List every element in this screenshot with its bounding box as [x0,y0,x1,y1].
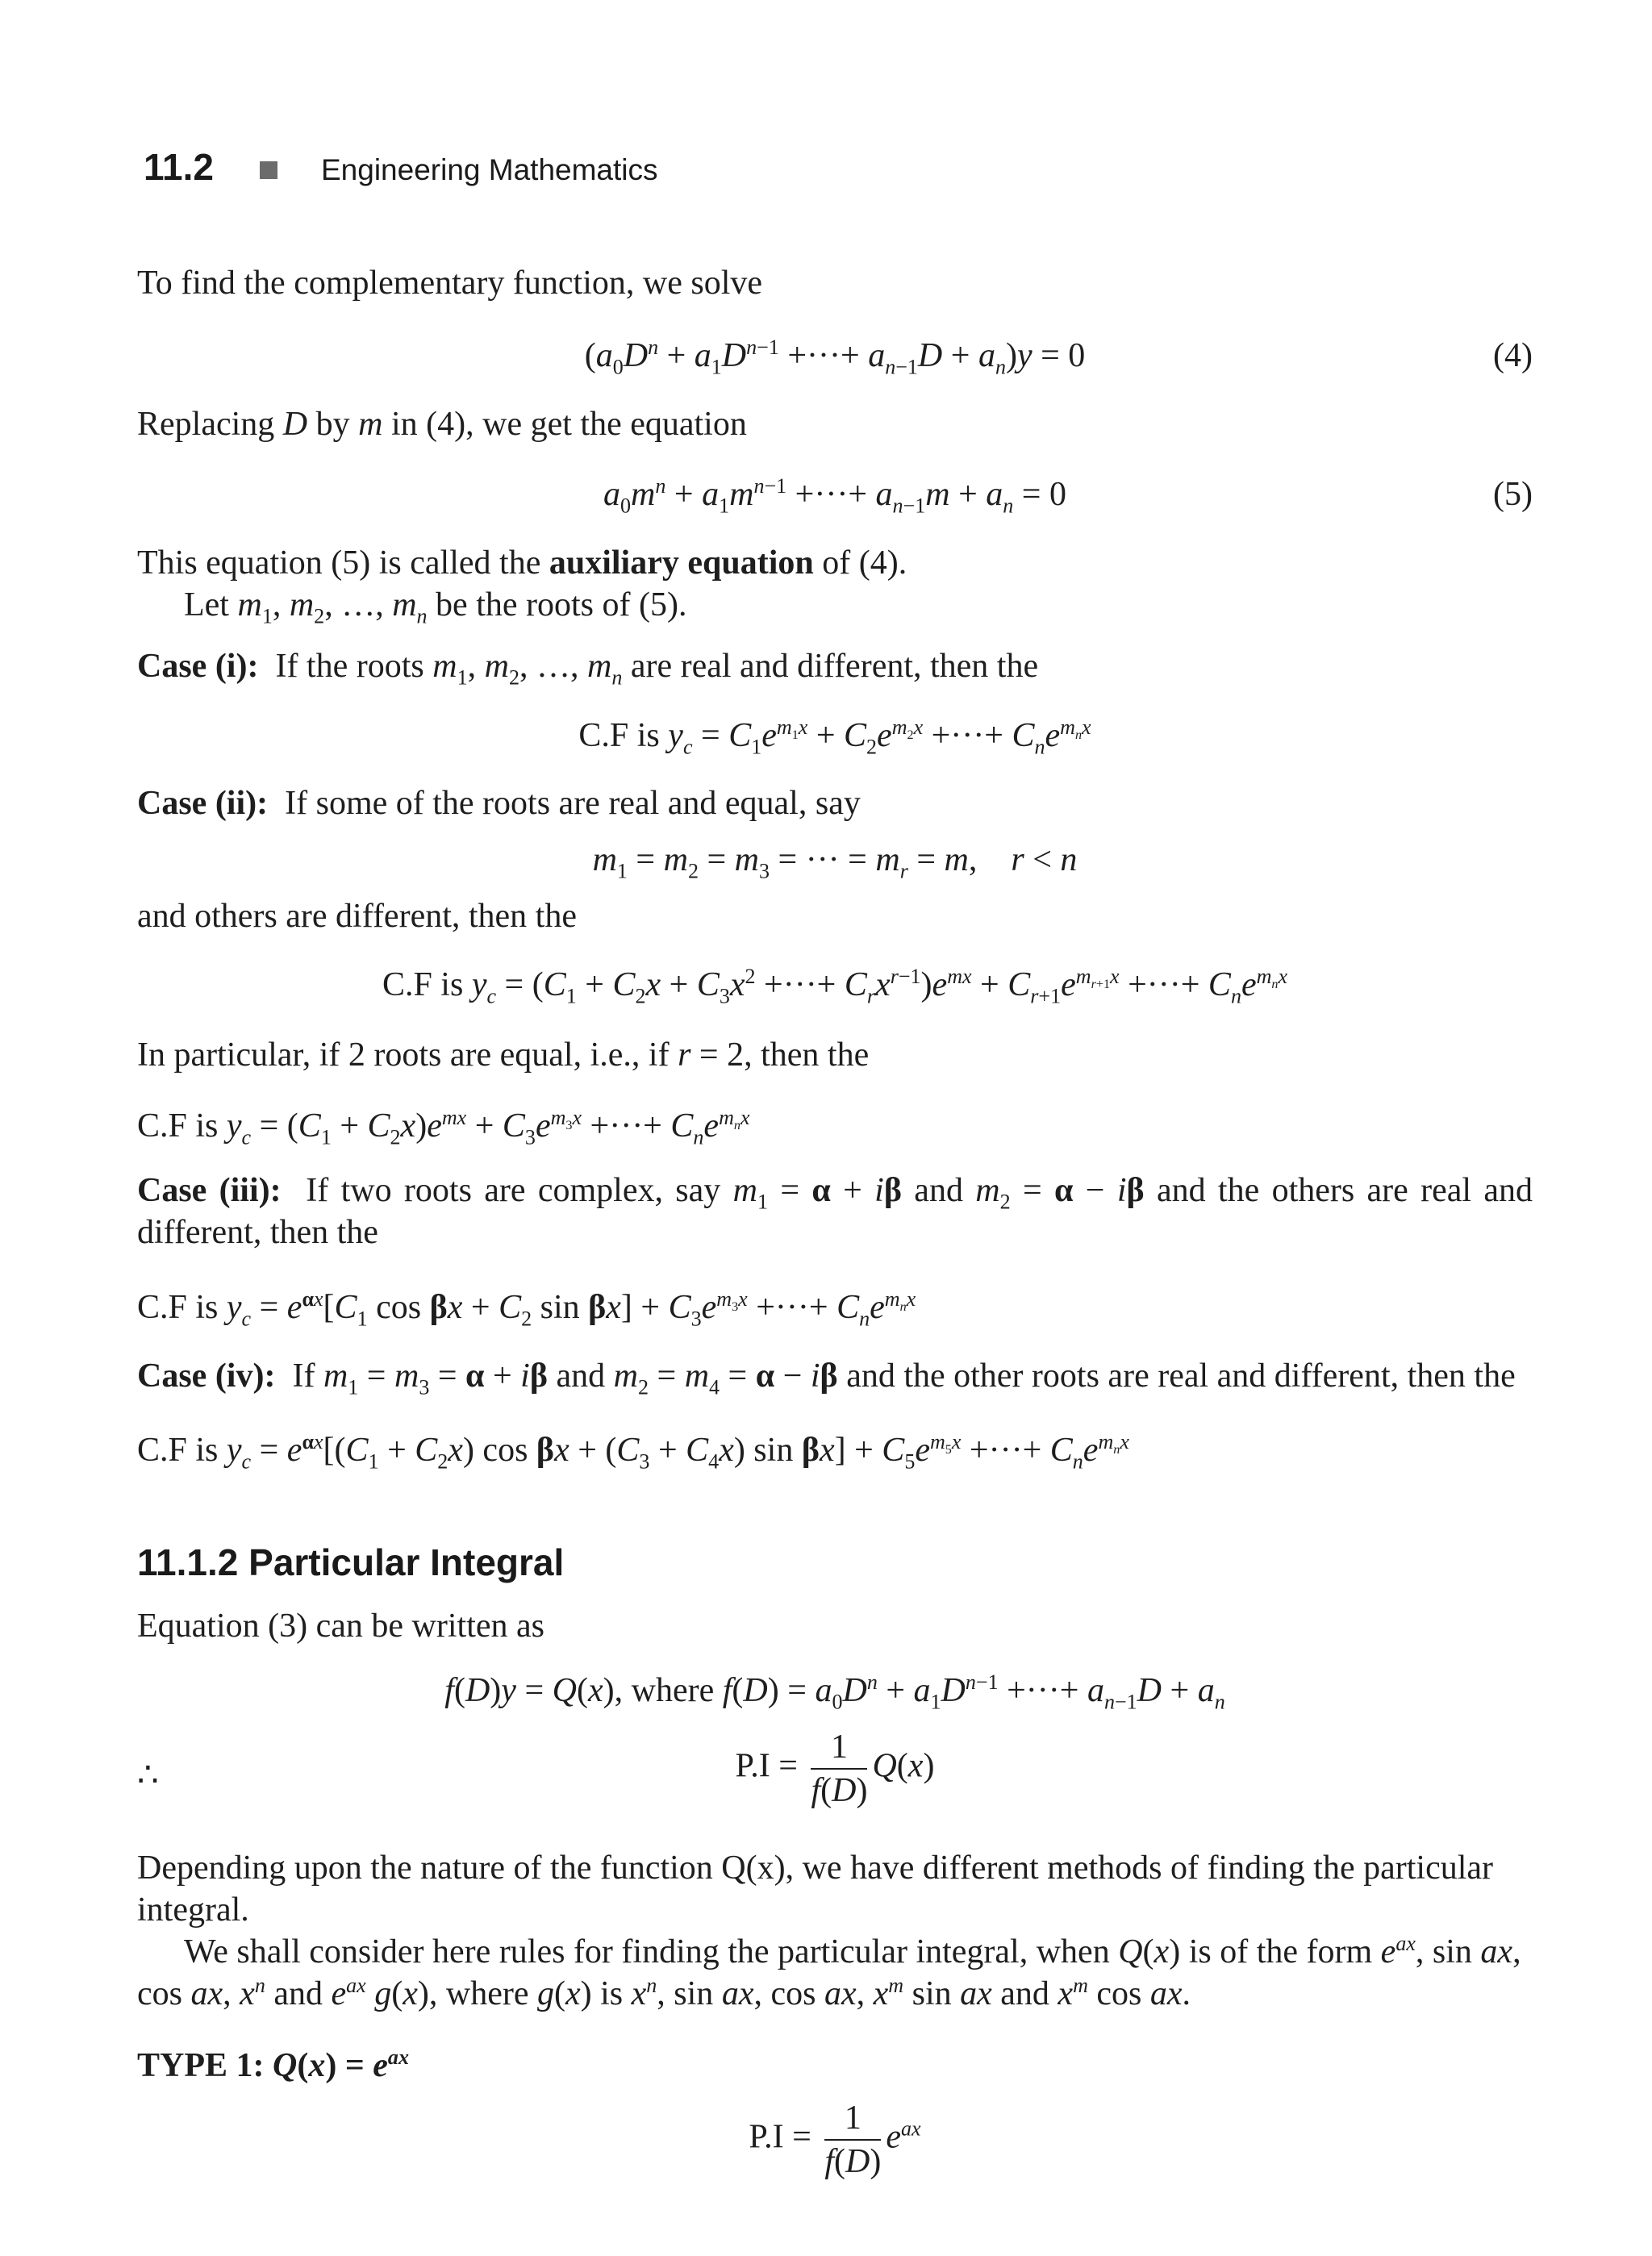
pi-type1-equation: P.I = $\frac{1}{f(D)}$ $e^{ax}$ [137,2097,1533,2183]
type1-label: TYPE 1: [137,2047,265,2084]
intro-text: To find the complementary function, we solve [137,265,763,302]
case4-text: and the other roots are real and different, then the [846,1357,1516,1395]
replace-text: Replacing D by m in (4), we get the equation [137,406,747,443]
case1-text: are real and different, then the [630,648,1039,685]
therefore-symbol: ∴ [137,1757,159,1794]
equal-roots-eq: $m_1 = m_2 = m_3$ = ··· = $m_r = m$, r < n [592,841,1078,883]
cf-case4: C.F is $y_c = e^{\alpha x}[(C_1 + C_2x)$ $\cos \beta x + (C_3 + C_4x)$ $\sin \beta x] + C_5e^{m_5x}$ +···+ $C_ne^{m_nx}$ [137,1430,1129,1474]
roots-text: be the roots of (5). [436,586,687,623]
consider-line1: We shall consider here rules for finding the particular integral, when Q(x) is of the form $e^{ax}$, sin ax, [184,1932,1521,1970]
cf-case2: C.F is $y_c = (C_1 + C_2x + C_3x^2$ +···+ $C_rx^{r-1})e^{mx} + C_{r+1}e^{m_{r+1}x}$ +···+ $C_ne^{m_nx}$ [382,965,1288,1008]
roots-line: Let $m_1$, $m_2$, …, $m_n$ be the roots of (5). [184,586,687,628]
case2-text: If some of the roots are real and equal, say [285,785,861,822]
pi-label: P.I = [735,1747,798,1785]
where-text: where [631,1672,715,1709]
equation-4: ($a_0D^n + a_1D^{n-1}$ +···+ $a_{n-1}D + a_n)y = 0$ [584,336,1086,379]
case2-label: Case (ii): [137,785,269,822]
cf-case1: C.F is $y_c = C_1e^{m_1x} + C_2e^{m_2x}$ +···+ $C_ne^{m_nx}$ [578,715,1091,759]
depending-line2: integral. [137,1891,249,1929]
others-text: and others are different, then the [137,898,577,935]
fd-equation: f(D)y = Q(x), where $f(D) = a_0D^n + a_1D^{n-1}$ +···+ $a_{n-1}D + a_n$ [444,1670,1225,1714]
equation-number-5: (5) [1493,476,1533,513]
cf-case3: C.F is $y_c = e^{\alpha x}[C_1$ $\cos \beta x + C_2$ $\sin \beta x] + C_3e^{m_3x}$ +···+ $C_ne^{m_nx}$ [137,1287,916,1331]
written-as-text: Equation (3) can be written as [137,1608,544,1645]
case3-line1: Case (iii): If two roots are complex, say $m_1 = \alpha + i\beta$ and $m_2 = \alpha - i\beta$ and the others are real and [137,1172,1533,1214]
consider-line2: cos ax, $x^n$ and $e^{ax}$ g(x), where g(x) is $x^n$, sin ax, cos ax, $x^m$ sin ax and $x^m$ cos ax. [137,1974,1191,2012]
case1-label: Case (i): [137,648,259,685]
auxiliary-text [137,542,1533,584]
header-square-icon [260,161,277,179]
equation-5: $a_0m^n + a_1m^{n-1}$ +···+ $a_{n-1}m + a_n = 0$ [603,474,1066,518]
type1-line: TYPE 1: $Q(x) = e^{ax}$ [137,2045,409,2084]
case4-label: Case (iv): [137,1357,276,1395]
aux-bold: auxiliary equation [549,544,814,582]
section-heading: 11.1.2 Particular Integral [137,1541,565,1583]
equation-number-4: (4) [1493,337,1533,374]
case1-line: Case (i): If the roots $m_1$, $m_2$, …, $m_n$ are real and different, then the [137,648,1039,690]
header-section-number: 11.2 [144,146,214,188]
case3-label: Case (iii): [137,1172,282,1209]
case4-line: Case (iv): If $m_1 = m_3 = \alpha + i\beta$ and $m_2 = m_4 = \alpha - i\beta$ and the other roots are real and different, then the [137,1357,1516,1399]
depending-line1: Depending upon the nature of the function Q(x), we have different methods of finding the particular [137,1849,1494,1887]
case2-line [137,782,1533,824]
case3-line2: different, then the [137,1214,378,1251]
header-book-title: Engineering Mathematics [321,153,658,186]
aux-pre: This equation (5) is called the [137,544,549,582]
cf-r2: C.F is $y_c = (C_1 + C_2x)e^{mx} + C_3e^{m_3x}$ +···+ $C_ne^{m_nx}$ [137,1106,750,1149]
particular-line: In particular, if 2 roots are equal, i.e., if r = 2, then the [137,1036,870,1074]
aux-post: of (4). [813,544,907,582]
pi-equation: P.I = $\frac{1}{f(D)}$ Q(x) [137,1726,1533,1812]
